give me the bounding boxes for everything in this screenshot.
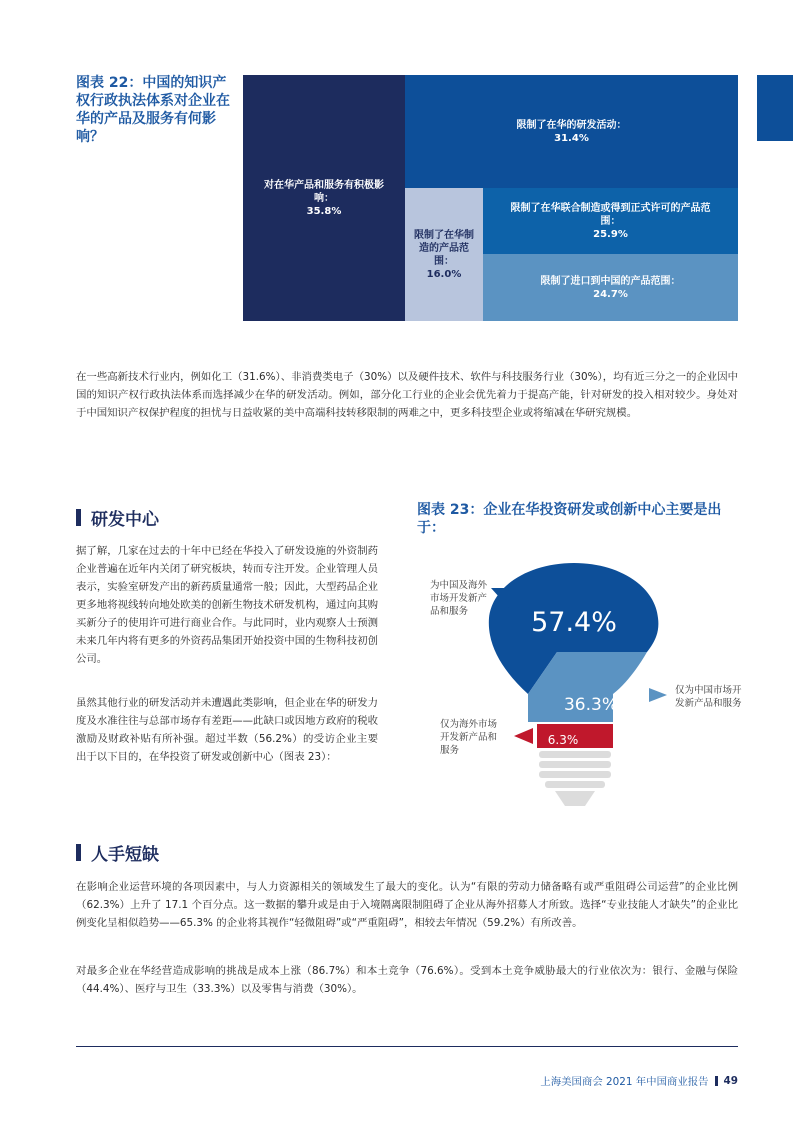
bulb-base-tip [555, 791, 595, 806]
treemap-cell-label: 限制了在华制造的产品范围： [414, 229, 474, 267]
bulb-pointer-overseas [514, 728, 533, 744]
treemap-cell-label: 限制了在华联合制造或得到正式许可的产品范围： [510, 202, 711, 227]
footer-separator [715, 1076, 718, 1086]
treemap-cell-value: 16.0% [426, 268, 462, 280]
treemap-cell-value: 24.7% [593, 288, 628, 300]
footer-divider [76, 1046, 738, 1047]
bulb-pointer-china [649, 688, 667, 702]
treemap-cell-rd-limited [405, 75, 738, 188]
treemap-cell-manufacture-limited [405, 188, 483, 321]
treemap-cell-label: 限制了进口到中国的产品范围： [540, 275, 681, 287]
page-number: 49 [723, 1074, 738, 1087]
intro-paragraph: 在一些高新技术行业内，例如化工（31.6%）、非消费类电子（30%）以及硬件技术、软件与科技服务行业（30%），均有近三分之一的企业因中国的知识产权行政执法体系而选择减少在华的研发活动。例如，部分化工行业的企业会优先着力于提高产能，针对研发的投入相对较少。身处对于中国知识产权保护程度的担忧与日益收紧的美中高端科技转移限制的两难之中，更多科技型企业或将缩减在华研究规模。 [76, 371, 738, 419]
side-tab-marker [757, 75, 793, 141]
bulb-base-stripe [545, 781, 605, 788]
staff-paragraph-2: 对最多企业在华经营造成影响的挑战是成本上涨（86.7%）和本土竞争（76.6%）。受到本土竞争威胁最大的行业依次为：银行、金融与保险（44.4%）、医疗与卫生（33.3%）以及零售与消费（30%）。 [76, 965, 738, 995]
treemap-cell-value: 25.9% [593, 228, 628, 240]
staff-paragraph-1: 在影响企业运营环境的各项因素中，与人力资源相关的领域发生了最大的变化。认为“有限的劳动力储备略有或严重阻碍公司运营”的企业比例（62.3%）上升了 17.1 个百分点。这一数据的攀升或是由于入境隔离限制阻碍了企业从海外招募人才所致。选择“专业技能人才缺失”的企业比例变化呈相似趋势——65.3% 的企业将其视作“轻微阻碍”或“严重阻碍”，相较去年情况（59.2%）有所改善。 [76, 881, 738, 929]
bulb-label-china: 仅为中国市场开发新产品和服务 [675, 685, 742, 709]
bulb-label-overseas: 仅为海外市场开发新产品和服务 [440, 719, 498, 756]
bulb-value-global: 57.4% [531, 607, 617, 638]
bulb-value-overseas: 6.3% [547, 733, 579, 747]
bulb-base-stripe [539, 771, 611, 778]
treemap-cell-licensed-limited [483, 188, 738, 254]
treemap-cell-value: 35.8% [306, 205, 342, 217]
section-heading-staff [76, 840, 159, 865]
section-heading-bar [76, 844, 81, 861]
section-heading-text: 人手短缺 [91, 845, 159, 865]
bulb-value-china: 36.3% [563, 695, 619, 715]
rd-paragraph-2: 虽然其他行业的研发活动并未遭遇此类影响，但企业在华的研发力度及水准往往与总部市场存有差距——此缺口或因地方政府的税收激励及财政补贴有所补强。超过半数（56.2%）的受访企业主要出于以下目的，在华投资了研发或创新中心（图表 23）： [76, 697, 378, 763]
page-footer [540, 1073, 738, 1088]
bulb-label-global: 为中国及海外市场开发新产品和服务 [430, 580, 488, 617]
treemap-cell-positive [243, 75, 405, 321]
treemap-cell-value: 31.4% [554, 132, 589, 144]
bulb-base-stripe [539, 761, 611, 768]
section-heading-text: 研发中心 [91, 510, 159, 530]
treemap-cell-import-limited [483, 254, 738, 321]
footer-report-title: 上海美国商会 2021 年中国商业报告 [540, 1076, 709, 1088]
treemap-cell-label: 限制了在华的研发活动： [516, 119, 627, 131]
figure-22-title: 图表 22：中国的知识产权行政执法体系对企业在华的产品及服务有何影响？ [76, 75, 230, 145]
section-heading-bar [76, 509, 81, 526]
treemap-cell-label: 对在华产品和服务有积极影响： [264, 179, 384, 204]
rd-paragraph-1: 据了解，几家在过去的十年中已经在华投入了研发设施的外资制药企业普遍在近年内关闭了研究板块，转而专注开发。企业管理人员表示，实验室研发产出的新药质量通常一般；因此，大型药品企业更多地将视线转向地处欧美的创新生物技术研发机构，通过向其购买新分子的使用许可进行商业合作。与此同时，业内观察人士预测未来几年内将有更多的外资药品集团开始投资中国的生物科技初创公司。 [76, 545, 378, 665]
bulb-base-stripe [539, 751, 611, 758]
section-heading-rd [76, 505, 159, 530]
figure-23-title: 图表 23：企业在华投资研发或创新中心主要是出于： [417, 502, 722, 536]
